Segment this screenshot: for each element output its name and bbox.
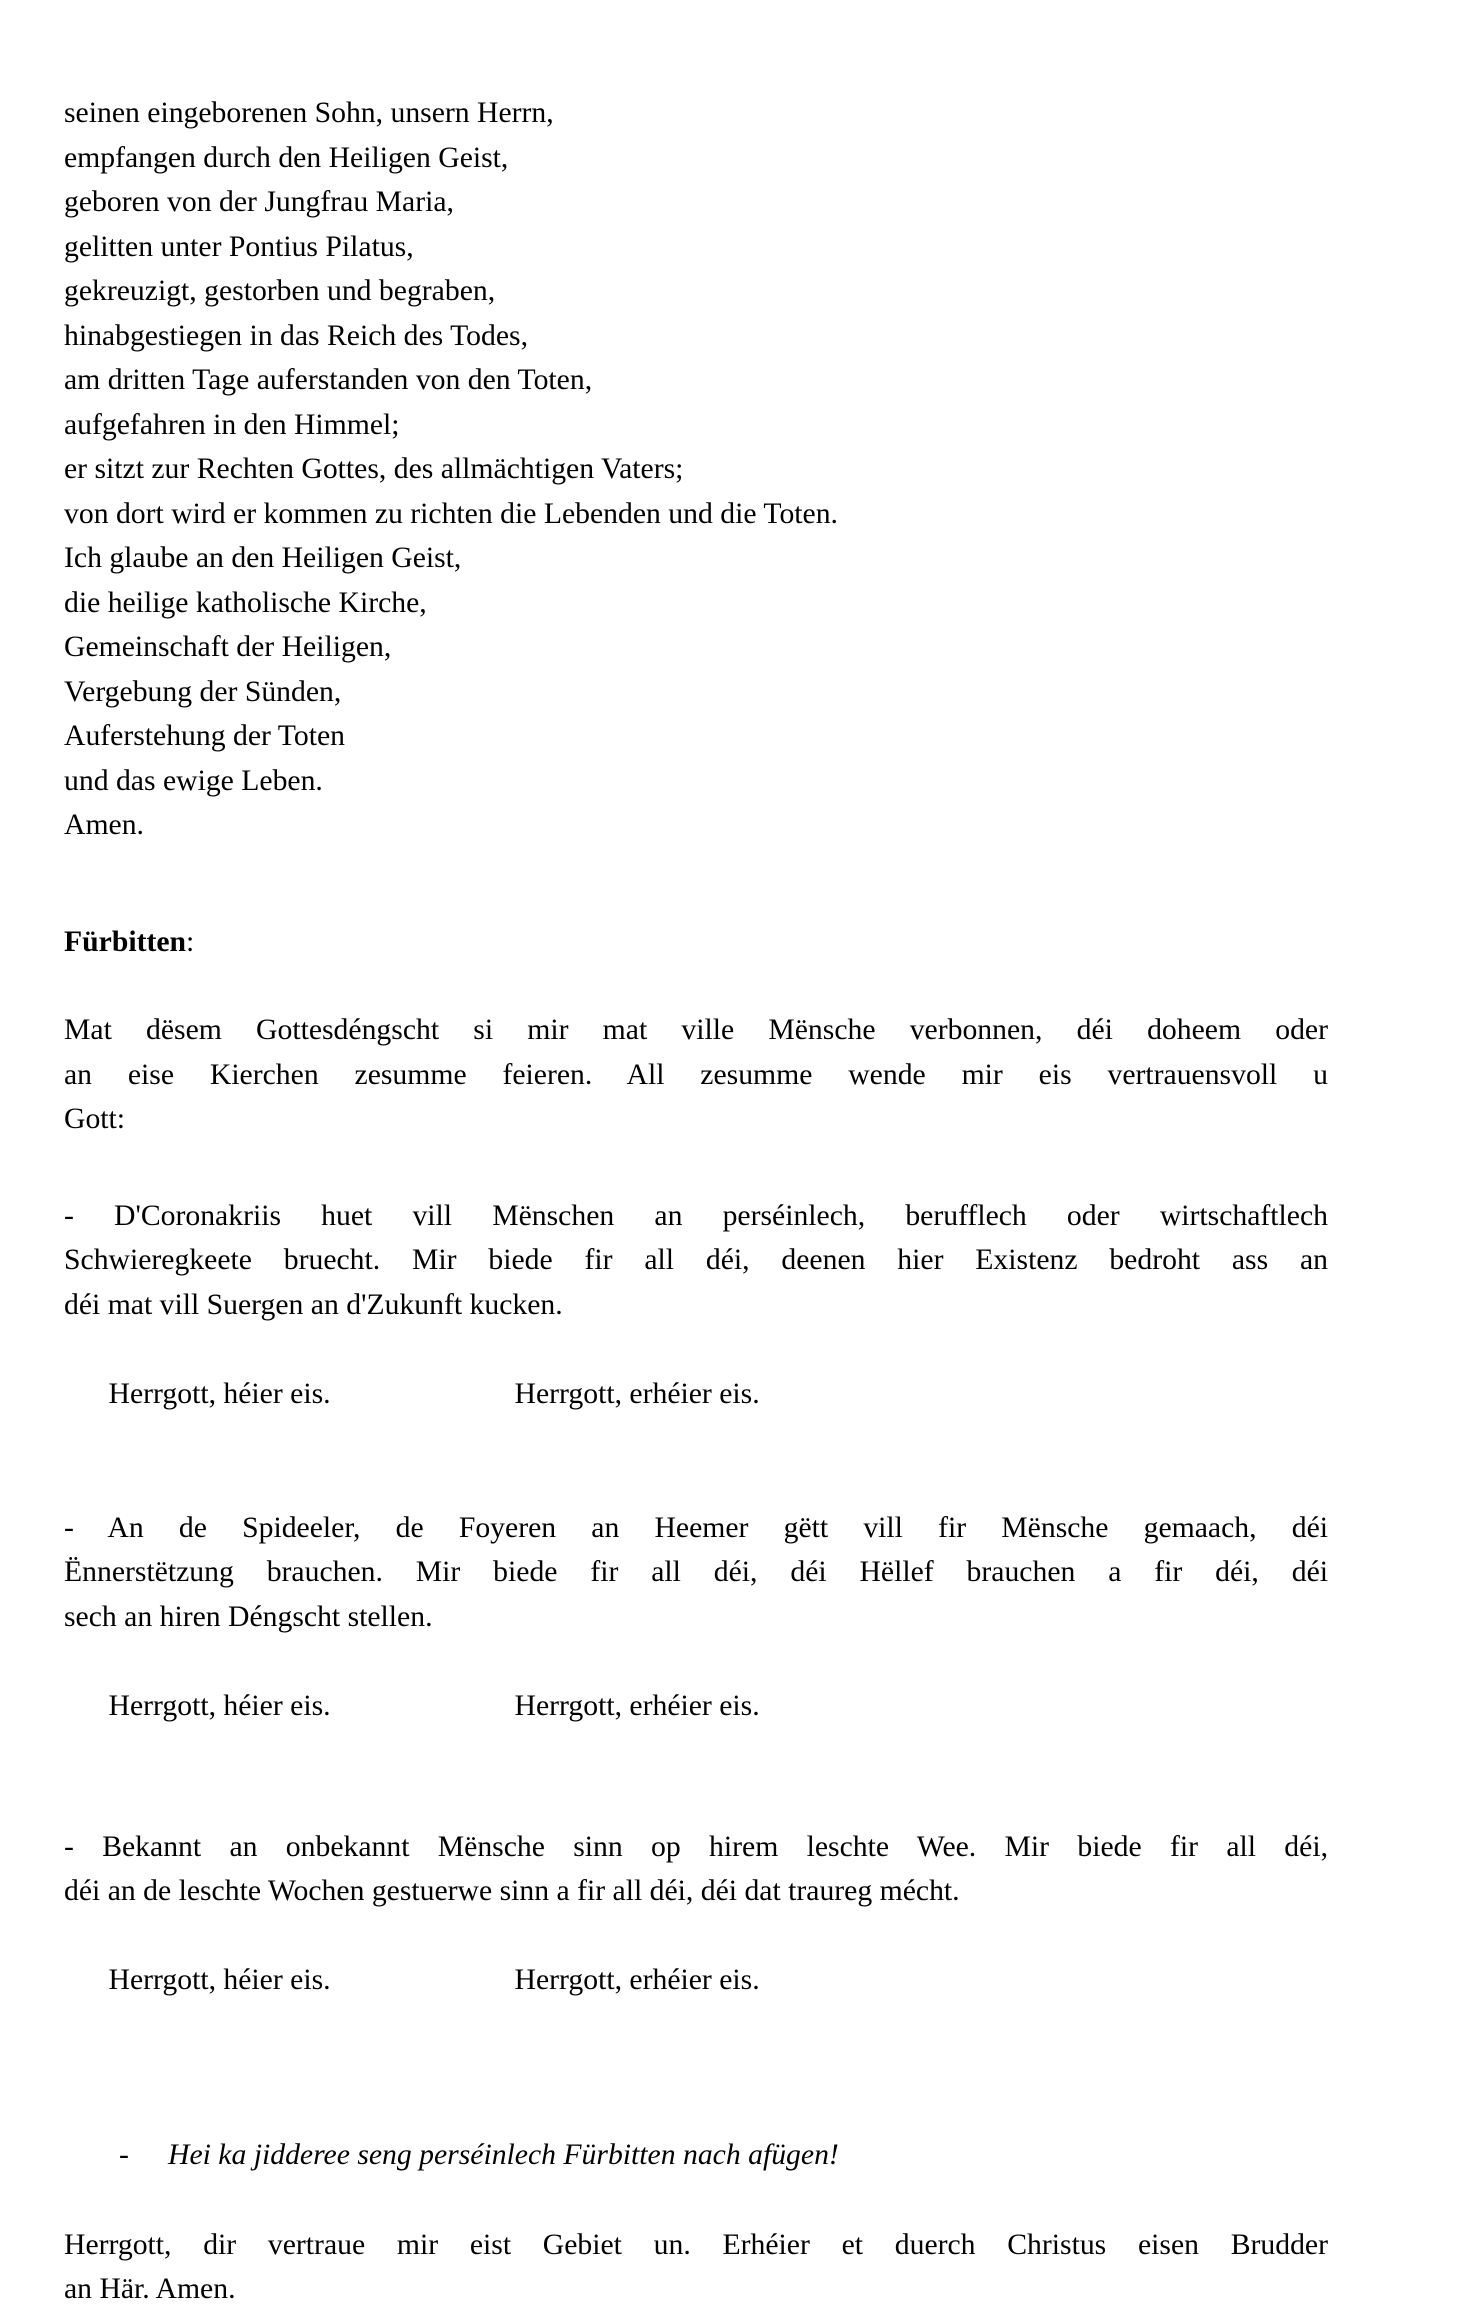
creed-line: empfangen durch den Heiligen Geist, — [64, 141, 509, 174]
intro-line: an eise Kierchen zesumme feieren. All zesumme wende mir eis vertrauensvoll u — [64, 1058, 1328, 1091]
petition-line: - D'Coronakriis huet vill Mënschen an perséinlech, berufflech oder wirtschaftlech — [64, 1199, 1328, 1232]
intro-paragraph — [64, 1008, 1328, 1142]
petition-line: déi an de leschte Wochen gestuerwe sinn a fir all déi, déi dat traureg mécht. — [64, 1875, 960, 1907]
petition-line: - An de Spideeler, de Foyeren an Heemer gëtt vill fir Mënsche gemaach, déi — [64, 1511, 1328, 1544]
petition-line: déi mat vill Suergen an d'Zukunft kucken. — [64, 1288, 563, 1321]
creed-line: Ich glaube an den Heiligen Geist, — [64, 542, 462, 574]
closing-line: Herrgott, dir vertraue mir eist Gebiet un. Erhéier et duerch Christus eisen Brudder — [64, 2228, 1328, 2261]
petition-coronakriis — [64, 1194, 1328, 1461]
response-line — [64, 1639, 1328, 1773]
closing-prayer — [64, 2223, 1328, 2312]
note-dash: - — [119, 2139, 129, 2171]
creed-line: am dritten Tage auferstanden von den Toten, — [64, 364, 593, 396]
intro-line: Mat dësem Gottesdéngscht si mir mat ville Mënsche verbonnen, déi doheem oder — [64, 1014, 1328, 1046]
creed-line: er sitzt zur Rechten Gottes, des allmächtigen Vaters; — [64, 453, 684, 485]
petition-line: sech an hiren Déngscht stellen. — [64, 1600, 433, 1633]
petition-line: Ënnerstëtzung brauchen. Mir biede fir all déi, déi Hëllef brauchen a fir déi, déi — [64, 1556, 1328, 1588]
closing-line: an Här. Amen. — [64, 2273, 236, 2305]
creed-line: geboren von der Jungfrau Maria, — [64, 186, 454, 218]
creed-line: Gemeinschaft der Heiligen, — [64, 631, 392, 663]
creed-line: gekreuzigt, gestorben und begraben, — [64, 275, 496, 307]
note-text: Hei ka jidderee seng perséinlech Fürbitten nach afügen! — [168, 2139, 839, 2171]
creed-line: hinabgestiegen in das Reich des Todes, — [64, 319, 529, 352]
response-answer: Herrgott, erhéier eis. — [514, 1964, 760, 1996]
intro-line: Gott: — [64, 1103, 126, 1135]
response-answer: Herrgott, erhéier eis. — [514, 1689, 760, 1722]
creed-line: Vergebung der Sünden, — [64, 675, 342, 708]
creed-line: Amen. — [64, 809, 144, 841]
petition-verstuerwen — [64, 1825, 1328, 2048]
section-heading-fuerbitten — [64, 920, 1328, 965]
response-line — [64, 1914, 1328, 2048]
response-answer: Herrgott, erhéier eis. — [514, 1377, 760, 1410]
heading-colon: : — [186, 925, 195, 958]
response-call: Herrgott, héier eis. — [108, 1964, 331, 1996]
response-line — [64, 1327, 1328, 1461]
creed-line: von dort wird er kommen zu richten die Lebenden und die Toten. — [64, 497, 838, 530]
petition-line: Schwieregkeete bruecht. Mir biede fir all déi, deenen hier Existenz bedroht ass an — [64, 1244, 1328, 1276]
petition-spideeler — [64, 1506, 1328, 1773]
response-call: Herrgott, héier eis. — [108, 1689, 331, 1722]
personal-intention-note — [64, 2133, 1328, 2178]
petition-line: - Bekannt an onbekannt Mënsche sinn op hirem leschte Wee. Mir biede fir all déi, — [64, 1830, 1328, 1863]
creed-line: gelitten unter Pontius Pilatus, — [64, 230, 414, 263]
creed-line: Auferstehung der Toten — [64, 720, 345, 752]
creed-line: aufgefahren in den Himmel; — [64, 408, 400, 441]
creed-line: und das ewige Leben. — [64, 764, 323, 797]
response-call: Herrgott, héier eis. — [108, 1377, 331, 1410]
creed-line: seinen eingeborenen Sohn, unsern Herrn, — [64, 97, 554, 129]
heading-text: Fürbitten — [64, 925, 187, 958]
apostles-creed-block — [64, 91, 1328, 848]
creed-line: die heilige katholische Kirche, — [64, 586, 427, 619]
